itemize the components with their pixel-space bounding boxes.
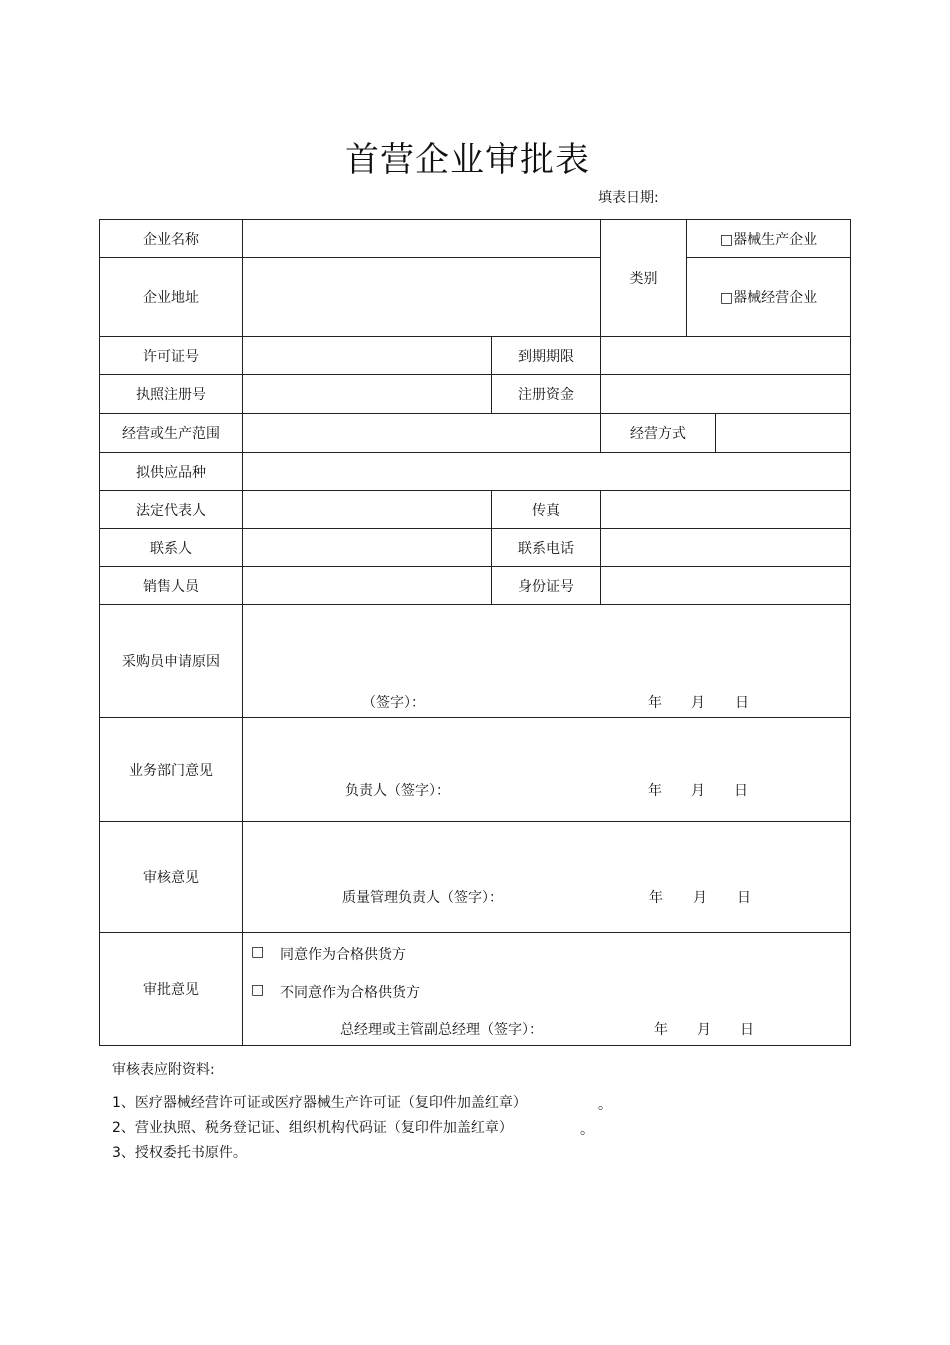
- category-option-distributor[interactable]: □器械经营企业: [719, 290, 818, 306]
- page-title: 首营企业审批表: [345, 140, 590, 180]
- review-year-label: 年: [649, 890, 663, 906]
- sales-label: 销售人员: [143, 578, 199, 595]
- disagree-checkbox[interactable]: □: [251, 982, 265, 998]
- dept-opinion-label: 业务部门意见: [129, 762, 213, 779]
- expiry-label: 到期期限: [518, 348, 574, 365]
- company-address-label: 企业地址: [143, 290, 199, 306]
- agree-checkbox[interactable]: □: [251, 944, 265, 960]
- legal-rep-label: 法定代表人: [136, 502, 206, 519]
- approve-sign-label: 总经理或主管副总经理（签字）：: [340, 1022, 543, 1038]
- category-option-manufacturer[interactable]: □器械生产企业: [719, 231, 818, 248]
- attachment-item-2: 2、营业执照、税务登记证、组织机构代码证（复印件加盖红章）: [112, 1120, 513, 1136]
- scope-label: 经营或生产范围: [122, 426, 220, 442]
- dept-month-label: 月: [691, 783, 705, 799]
- products-label: 拟供应品种: [136, 464, 206, 481]
- attachment-item-1-period: 。: [598, 1097, 612, 1113]
- disagree-option-label: 不同意作为合格供货方: [280, 985, 420, 1001]
- agree-option-label: 同意作为合格供货方: [280, 947, 406, 963]
- company-name-label: 企业名称: [143, 231, 199, 248]
- approve-day-label: 日: [740, 1022, 754, 1038]
- reg-capital-label: 注册资金: [518, 387, 574, 403]
- approve-month-label: 月: [697, 1022, 711, 1038]
- fill-date-label: 填表日期:: [598, 190, 659, 206]
- license-no-label: 许可证号: [143, 348, 199, 365]
- dept-sign-label: 负责人（签字）：: [345, 783, 450, 799]
- purchase-reason-label: 采购员申请原因: [122, 654, 220, 670]
- dept-year-label: 年: [648, 783, 662, 799]
- attachments-heading: 审核表应附资料:: [112, 1062, 215, 1078]
- purchase-day-label: 日: [735, 695, 749, 711]
- reg-no-label: 执照注册号: [136, 387, 206, 403]
- contact-label: 联系人: [150, 540, 192, 557]
- category-label: 类别: [629, 271, 658, 287]
- contact-phone-label: 联系电话: [518, 540, 574, 557]
- review-month-label: 月: [693, 890, 707, 906]
- attachment-item-1: 1、医疗器械经营许可证或医疗器械生产许可证（复印件加盖红章）: [112, 1095, 527, 1111]
- review-opinion-label: 审核意见: [143, 870, 199, 886]
- id-no-label: 身份证号: [518, 578, 574, 595]
- biz-mode-label: 经营方式: [630, 426, 686, 442]
- attachment-item-3: 3、授权委托书原件。: [112, 1145, 247, 1161]
- purchase-month-label: 月: [691, 695, 705, 711]
- review-sign-label: 质量管理负责人（签字）：: [342, 890, 503, 906]
- dept-day-label: 日: [734, 783, 748, 799]
- review-day-label: 日: [737, 890, 751, 906]
- purchase-year-label: 年: [648, 695, 662, 711]
- approve-year-label: 年: [654, 1022, 668, 1038]
- attachment-item-2-period: 。: [580, 1122, 594, 1138]
- approve-opinion-label: 审批意见: [143, 982, 199, 998]
- fax-label: 传真: [532, 502, 560, 519]
- purchase-sign-label: （签字）：: [362, 695, 425, 711]
